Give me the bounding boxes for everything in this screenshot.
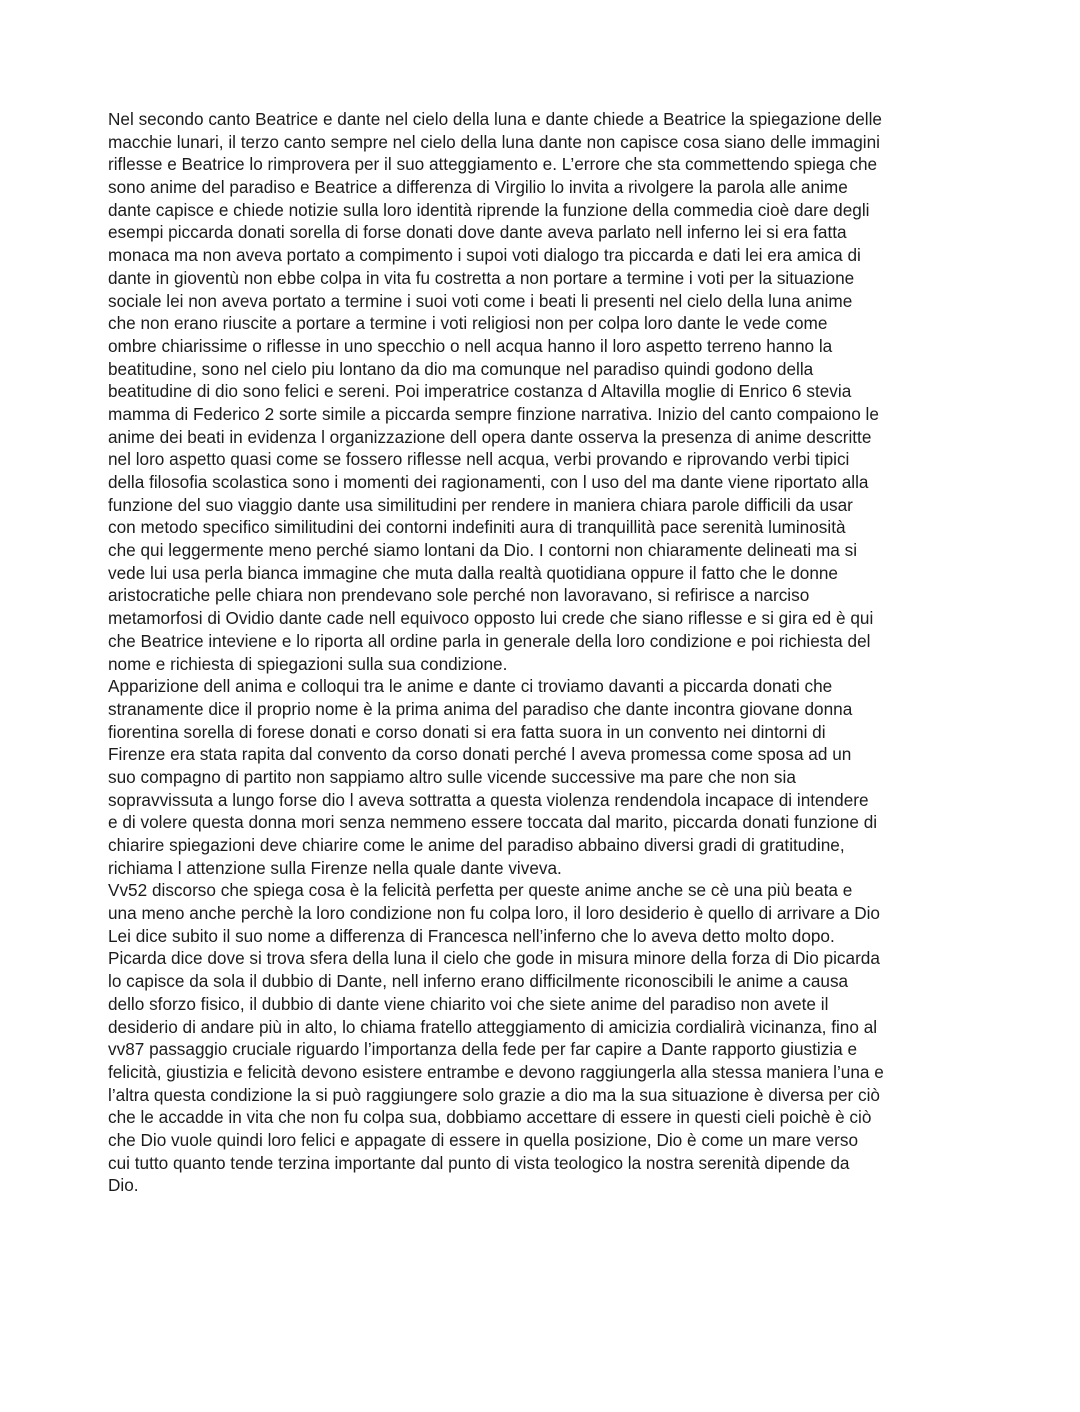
text-line: mamma di Federico 2 sorte simile a piccarda sempre finzione narrativa. Inizio del canto compaiono le — [108, 403, 879, 424]
text-line: desiderio di andare più in alto, lo chiama fratello atteggiamento di amicizia cordialirà vicinanza, fino al — [108, 1016, 878, 1037]
text-line: metamorfosi di Ovidio dante cade nell equivoco opposto lui crede che siano riflesse e si gira ed è qui — [108, 608, 874, 629]
text-line: Lei dice subito il suo nome a differenza di Francesca nell’inferno che lo aveva detto molto dopo. — [108, 925, 835, 946]
text-line: suo compagno di partito non sappiamo altro sulle vicende successive ma pare che non sia — [108, 766, 796, 787]
text-line: Firenze era stata rapita dal convento da corso donati perché l aveva promessa come sposa ad un — [108, 744, 852, 765]
text-line: sopravvissuta a lungo forse dio l aveva sottratta a questa violenza rendendola incapace di intendere — [108, 789, 869, 810]
text-line: nel loro aspetto quasi come se fossero riflesse nell acqua, verbi provando e riprovando verbi tipici — [108, 449, 850, 470]
text-line: dante in gioventù non ebbe colpa in vita fu costretta a non portare a termine i voti per la situazione — [108, 267, 855, 288]
text-line: ombre chiarissime o riflesse in uno specchio o nell acqua hanno il loro aspetto terreno hanno la — [108, 335, 833, 356]
text-line: lo capisce da sola il dubbio di Dante, nell inferno erano difficilmente riconoscibili le anime a causa — [108, 971, 849, 992]
text-line: beatitudine, sono nel cielo piu lontano da dio ma comunque nel paradiso quindi godono della — [108, 358, 814, 379]
text-line: richiama l attenzione sulla Firenze nella quale dante viveva. — [108, 857, 562, 878]
text-line: anime dei beati in evidenza l organizzazione dell opera dante osserva la presenza di anime descritte — [108, 426, 872, 447]
text-line: l’altra questa condizione la si può raggiungere solo grazie a dio ma la sua situazione è diversa per ciò — [108, 1084, 880, 1105]
text-line: dello sforzo fisico, il dubbio di dante viene chiarito voi che siete anime del paradiso non avete il — [108, 993, 829, 1014]
text-line: stranamente dice il proprio nome è la prima anima del paradiso che dante incontra giovane donna — [108, 698, 853, 719]
text-line: cui tutto quanto tende terzina importante dal punto di vista teologico la nostra serenità dipende da — [108, 1152, 850, 1173]
text-line: Dio. — [108, 1175, 139, 1196]
text-line: monaca ma non aveva portato a compimento i supoi voti dialogo tra piccarda e dati lei era amica di — [108, 245, 861, 266]
text-line: aristocratiche pelle chiara non prendevano sole perché non lavoravano, si refirisce a narciso — [108, 585, 810, 606]
text-line: Vv52 discorso che spiega cosa è la felicità perfetta per queste anime anche se cè una più beata e — [108, 880, 853, 901]
text-line: che Beatrice inteviene e lo riporta all ordine parla in generale della loro condizione e poi richiesta del — [108, 630, 871, 651]
text-line: felicità, giustizia e felicità devono esistere entrambe e devono raggiungerla alla stessa maniera l’una e — [108, 1061, 884, 1082]
text-line: Nel secondo canto Beatrice e dante nel cielo della luna e dante chiede a Beatrice la spiegazione delle — [108, 109, 882, 129]
text-line: esempi piccarda donati sorella di forse donati dove dante aveva parlato nell inferno lei si era fatta — [108, 222, 847, 243]
text-line: chiarire spiegazioni deve chiarire come le anime del paradiso abbaino diversi gradi di gratitudine, — [108, 835, 845, 855]
text-line: dante capisce e chiede notizie sulla loro identità riprende la funzione della commedia cioè dare degli — [108, 199, 870, 220]
text-line: Picarda dice dove si trova sfera della luna il cielo che gode in misura minore della forza di Dio picarda — [108, 948, 880, 969]
text-line: e di volere questa donna mori senza nemmeno essere toccata dal marito, piccarda donati funzione di — [108, 812, 878, 833]
text-line: riflesse e Beatrice lo rimprovera per il suo atteggiamento e. L’errore che sta commettendo spiega che — [108, 154, 878, 175]
text-line: Apparizione dell anima e colloqui tra le anime e dante ci troviamo davanti a piccarda donati che — [108, 676, 833, 697]
text-line: che le accadde in vita che non fu colpa sua, dobbiamo accettare di essere in questi cieli poichè è ciò — [108, 1107, 872, 1128]
text-line: sociale lei non aveva portato a termine i suoi voti come i beati li presenti nel cielo della luna anime — [108, 290, 853, 311]
text-line: nome e richiesta di spiegazioni sulla sua condizione. — [108, 653, 508, 674]
document-page — [108, 108, 978, 1197]
text-line: funzione del suo viaggio dante usa similitudini per rendere in maniera chiara parole difficili da usar — [108, 494, 853, 515]
document-text — [108, 108, 978, 1197]
text-line: sono anime del paradiso e Beatrice a differenza di Virgilio lo invita a rivolgere la parola alle anime — [108, 177, 848, 198]
text-line: vede lui usa perla bianca immagine che muta dalla realtà quotidiana oppure il fatto che le donne — [108, 562, 838, 583]
text-line: della filosofia scolastica sono i momenti dei ragionamenti, con l uso del ma dante viene riportato alla — [108, 472, 869, 492]
text-line: beatitudine di dio sono felici e sereni. Poi imperatrice costanza d Altavilla moglie di Enrico 6 stevia — [108, 381, 852, 402]
text-line: con metodo specifico similitudini dei contorni indefiniti aura di tranquillità pace serenità luminosità — [108, 517, 846, 538]
text-line: una meno anche perchè la loro condizione non fu colpa loro, il loro desiderio è quello di arrivare a Dio — [108, 903, 880, 924]
text-line: che Dio vuole quindi loro felici e appagate di essere in quella posizione, Dio è come un mare verso — [108, 1129, 858, 1150]
text-line: vv87 passaggio cruciale riguardo l’importanza della fede per far capire a Dante rapporto giustizia e — [108, 1039, 858, 1060]
text-line: fiorentina sorella di forese donati e corso donati si era fatta suora in un convento nei dintorni di — [108, 721, 826, 742]
text-line: macchie lunari, il terzo canto sempre nel cielo della luna dante non capisce cosa siano delle immagini — [108, 131, 880, 152]
text-line: che non erano riuscite a portare a termine i voti religiosi non per colpa loro dante le vede come — [108, 313, 828, 334]
text-line: che qui leggermente meno perché siamo lontani da Dio. I contorni non chiaramente delineati ma si — [108, 540, 858, 561]
